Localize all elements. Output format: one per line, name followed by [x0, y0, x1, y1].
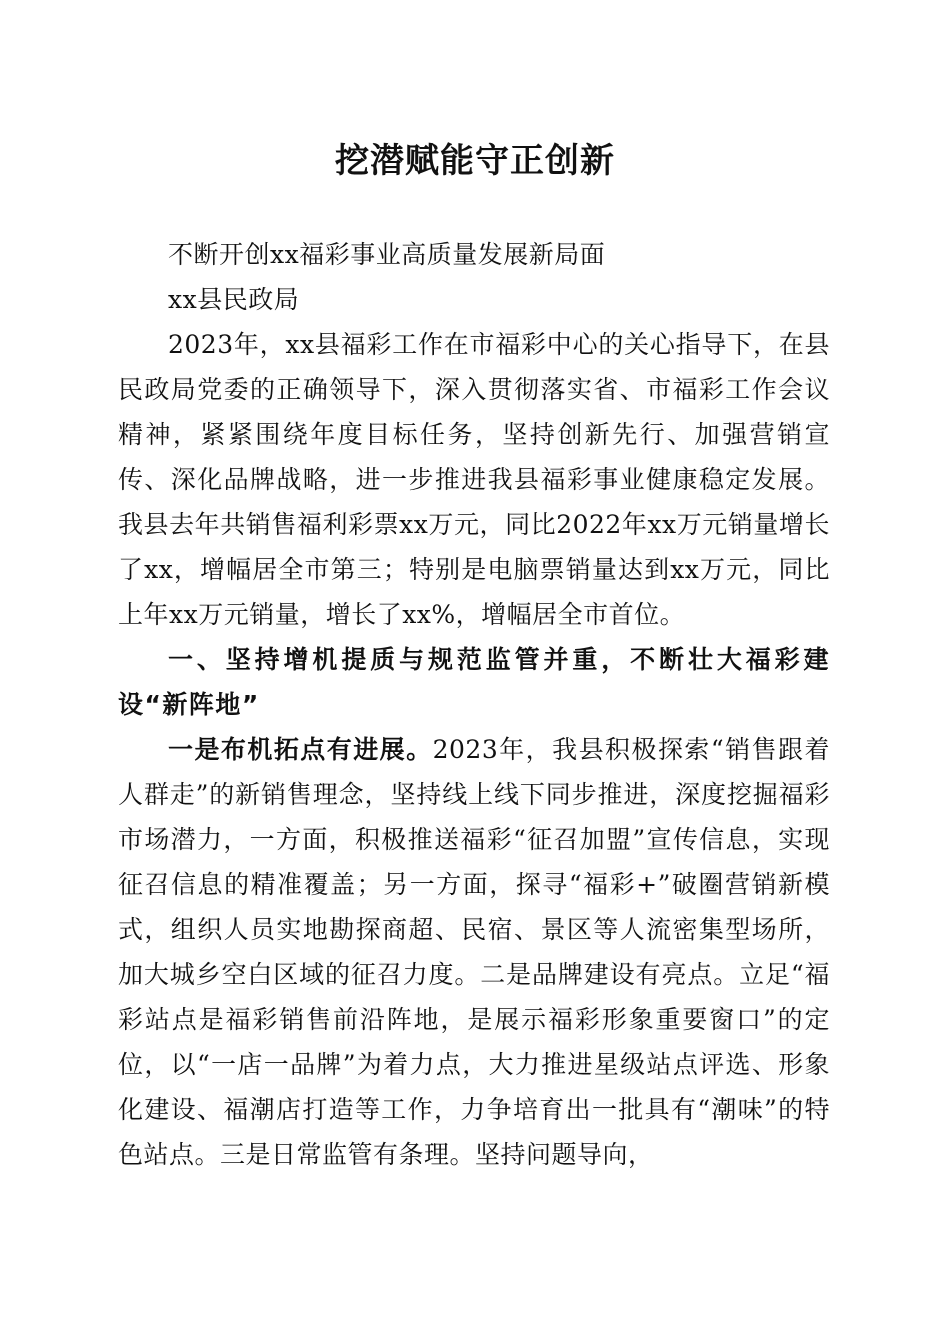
- section-heading: 一、坚持增机提质与规范监管并重，不断壮大福彩建设“新阵地”: [118, 645, 830, 719]
- section-body: 2023年，我县积极探索“销售跟着人群走”的新销售理念，坚持线上线下同步推进，深度挖掘福彩市场潜力，一方面，积极推送福彩“征召加盟”宣传信息，实现征召信息的精准覆盖；另一方面，探寻“福彩+”破圈营销新模式，组织人员实地勘探商超、民宿、景区等人流密集型场所，加大城乡空白区域的征召力度。二是品牌建设有亮点。立足“福彩站点是福彩销售前沿阵地，是展示福彩形象重要窗口”的定位，以“一店一品牌”为着力点，大力推进星级站点评选、形象化建设、福潮店打造等工作，力争培育出一批具有“潮味”的特色站点。三是日常监管有条理。坚持问题导向，: [118, 735, 830, 1169]
- document-subtitle: 不断开创xx福彩事业高质量发展新局面: [168, 240, 606, 269]
- document-title: 挖潜赋能守正创新: [335, 141, 615, 181]
- document-author: xx县民政局: [168, 285, 300, 314]
- section-lead: 一是布机拓点有进展。: [168, 735, 433, 764]
- section-paragraph: [118, 727, 830, 1177]
- intro-paragraph: 2023年，xx县福彩工作在市福彩中心的关心指导下，在县民政局党委的正确领导下，深入贯彻落实省、市福彩工作会议精神，紧紧围绕年度目标任务，坚持创新先行、加强营销宣传、深化品牌战略，进一步推进我县福彩事业健康稳定发展。我县去年共销售福利彩票xx万元，同比2022年xx万元销量增长了xx，增幅居全市第三；特别是电脑票销量达到xx万元，同比上年xx万元销量，增长了xx%，增幅居全市首位。: [118, 330, 830, 629]
- document-body: [118, 232, 830, 1177]
